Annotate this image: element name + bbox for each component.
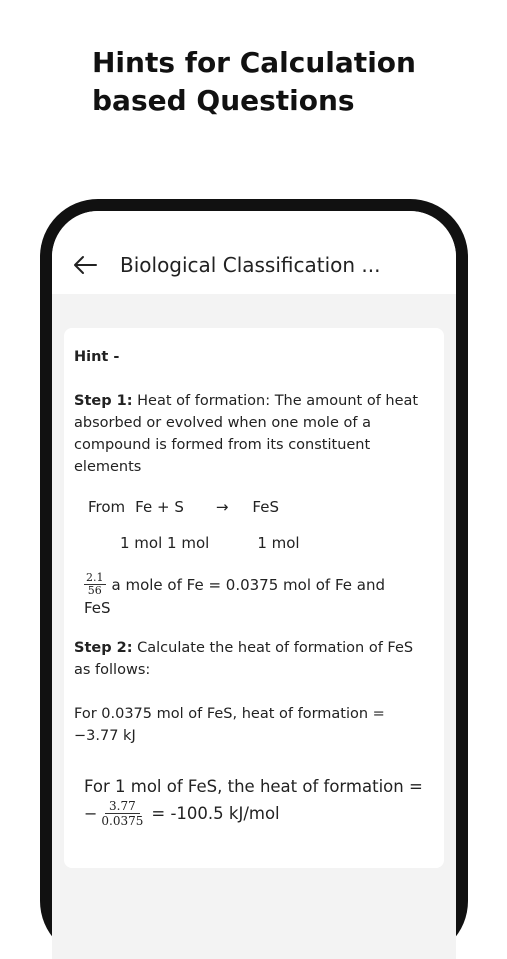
app-bar <box>52 211 456 294</box>
final-minus: − <box>84 803 98 823</box>
step-1-text: Heat of formation: The amount of heat absorbed or evolved when one mole of a compound is formed from its constituent elements <box>74 393 419 475</box>
arrow-left-icon-graphic <box>70 253 100 277</box>
step-2 <box>74 637 430 681</box>
reaction-product: FeS <box>252 498 279 516</box>
fraction-line <box>84 572 430 597</box>
hint-label: Hint - <box>74 349 120 365</box>
reaction-equation <box>88 496 430 518</box>
final-fraction <box>99 799 145 828</box>
step-1 <box>74 390 430 478</box>
step-1-label: Step 1: <box>74 393 133 409</box>
reaction-from: From <box>88 498 126 516</box>
heat-paragraph: For 0.0375 mol of FeS, heat of formation = −3.77 kJ <box>74 706 385 744</box>
moles-product: 1 mol <box>257 534 300 552</box>
final-equation-block <box>84 775 430 828</box>
final-numerator: 3.77 <box>105 799 140 814</box>
final-equation <box>84 799 430 828</box>
fraction-numerator: 2.1 <box>86 571 104 584</box>
phone-screen <box>52 211 456 959</box>
promo-title <box>92 44 472 120</box>
final-result: = -100.5 kJ/mol <box>151 803 280 823</box>
final-text: For 1 mol of FeS, the heat of formation = <box>84 777 423 796</box>
fraction-moles-fe <box>84 572 106 597</box>
moles-reactants: 1 mol 1 mol <box>120 534 210 552</box>
promo-title-line-2: based Questions <box>92 84 355 117</box>
hint-content <box>74 346 430 828</box>
fraction-continuation: FeS <box>84 599 111 617</box>
final-denominator: 0.0375 <box>101 814 144 828</box>
step-2-label: Step 2: <box>74 640 133 656</box>
fraction-text: a mole of Fe = 0.0375 mol of Fe and <box>111 575 386 594</box>
phone-frame <box>40 199 468 959</box>
arrow-left-icon[interactable] <box>70 253 100 277</box>
reaction-arrow: → <box>215 498 229 516</box>
reaction-moles <box>120 532 430 554</box>
app-title: Biological Classification ... <box>120 253 381 277</box>
hint-card <box>64 328 444 868</box>
reaction-reactants: Fe + S <box>135 498 184 516</box>
fraction-denominator: 56 <box>87 584 102 597</box>
promo-title-line-1: Hints for Calculation <box>92 46 416 79</box>
step-2-text: Calculate the heat of formation of FeS as follows: <box>74 640 414 678</box>
